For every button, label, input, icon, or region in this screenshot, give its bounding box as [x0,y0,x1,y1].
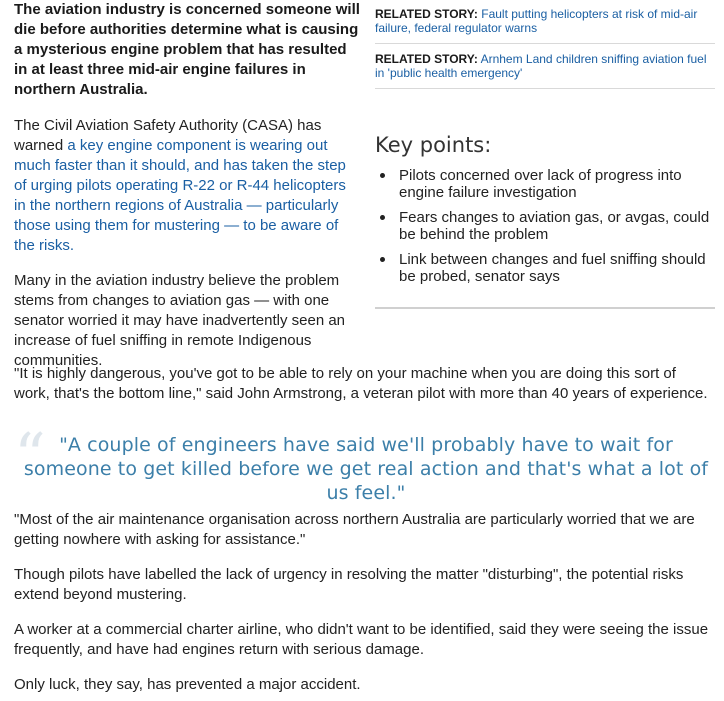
key-point-item [399,209,715,243]
pull-quote [14,419,718,504]
bullet-icon [380,257,385,262]
article-paragraph-armstrong-quote: "It is highly dangerous, you've got to be able to rely on your machine when you are doing this sort of work, that's the bottom line," said John Armstrong, a veteran pilot with more than 40 years of experience. [14,365,708,402]
article-paragraph-casa [14,116,360,256]
article-sidebar [375,0,715,309]
article-paragraph-aviation-gas: Many in the aviation industry believe the problem stems from changes to aviation gas — with one senator worried it may have inadvertently seen an increase of fuel sniffing in remote Indigenous communities. [14,272,346,369]
article-paragraph-charter-worker: A worker at a commercial charter airline, who didn't want to be identified, said they were seeing the issue frequently, and have had engines return with serious damage. [14,621,709,658]
article-paragraph-maintenance: "Most of the air maintenance organisation across northern Australia are particularly worried that we are getting nowhere with asking for assistance." [14,511,695,548]
related-story-link[interactable]: Fault putting helicopters at risk of mid-air failure, federal regulator warns [375,7,698,35]
key-point-item [399,251,715,285]
key-point-text: Fears changes to aviation gas, or avgas, could be behind the problem [399,209,710,243]
key-points-list [375,167,715,309]
article-paragraph-luck: Only luck, they say, has prevented a major accident. [14,676,361,693]
article-paragraph-mustering: Though pilots have labelled the lack of urgency in resolving the matter "disturbing", the potential risks extend beyond mustering. [14,566,684,603]
left-double-quote-icon: “ [14,419,46,492]
key-point-text: Pilots concerned over lack of progress into engine failure investigation [399,167,682,201]
related-story-1[interactable] [375,0,715,44]
bullet-icon [380,215,385,220]
article-left-column [14,0,360,371]
key-point-item [399,167,715,201]
related-story-label: RELATED STORY: [375,52,478,66]
key-point-text: Link between changes and fuel sniffing should be probed, senator says [399,251,706,285]
bullet-icon [380,173,385,178]
related-story-label: RELATED STORY: [375,7,478,21]
key-points-title: Key points: [375,133,492,157]
related-story-2[interactable] [375,44,715,89]
pull-quote-text: "A couple of engineers have said we'll probably have to wait for someone to get killed before we get real action and that's what a lot of us feel." [23,434,709,504]
paragraph-text: The Civil Aviation Safety Authority (CASA) has warned [14,117,322,154]
related-story-link[interactable]: Arnhem Land children sniffing aviation fuel in 'public health emergency' [375,52,707,80]
article-lede: The aviation industry is concerned someone will die before authorities determine what is causing a mysterious engine problem that has resulted in at least three mid-air engine failures in northern Australia. [14,1,360,98]
casa-warning-link[interactable]: a key engine component is wearing out much faster than it should, and has taken the step of urging pilots operating R-22 or R-44 helicopters in the northern regions of Australia — particularly those using them for mustering — to be aware of the risks. [14,137,346,254]
